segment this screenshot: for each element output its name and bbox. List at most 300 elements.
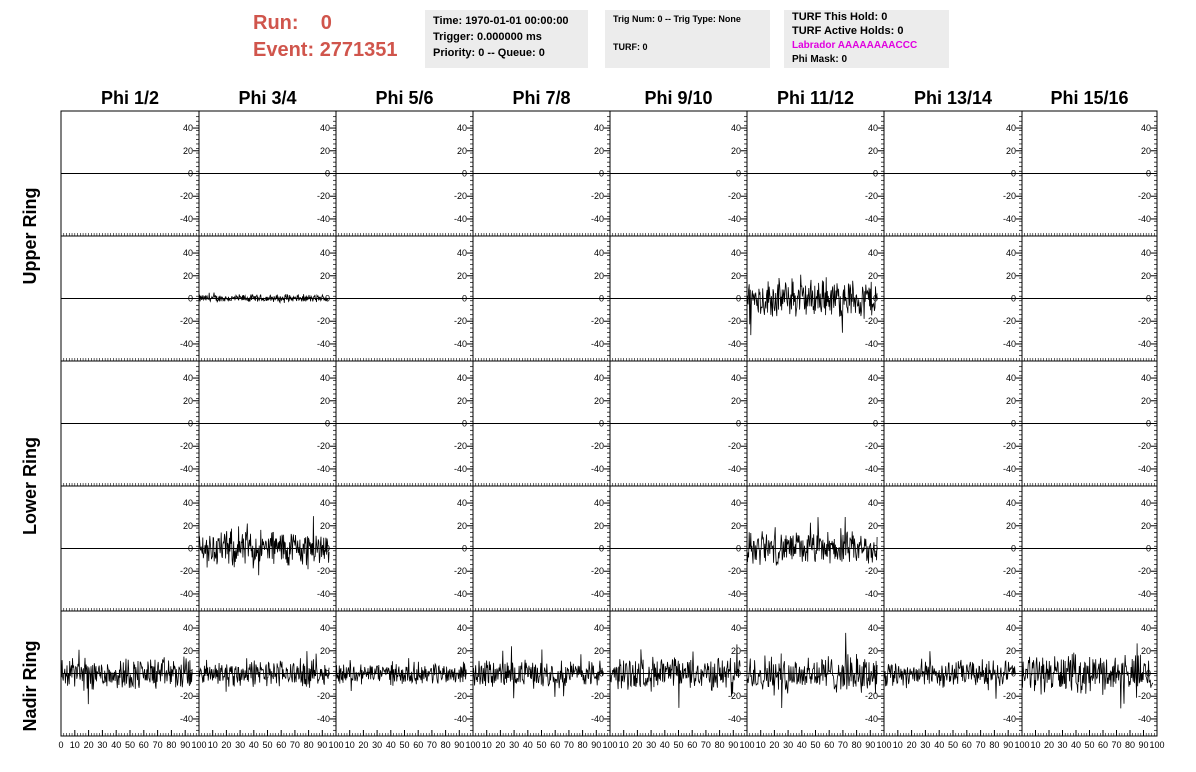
- x-tick-label: 10: [1030, 740, 1041, 750]
- column-header-3: Phi 5/6: [375, 88, 434, 108]
- column-header-4: Phi 7/8: [512, 88, 571, 108]
- x-tick-label: 90: [454, 740, 465, 750]
- x-tick-label: 30: [1057, 740, 1068, 750]
- y-tick-label: -20: [316, 441, 330, 452]
- y-tick-label: -20: [316, 316, 330, 327]
- y-tick-label: 40: [319, 248, 330, 259]
- waveform-trace: [747, 275, 877, 335]
- x-tick-label: 100: [739, 740, 755, 750]
- y-tick-label: 20: [319, 145, 330, 156]
- y-tick-label: 20: [1140, 145, 1151, 156]
- y-tick-label: 40: [867, 498, 878, 509]
- y-tick-label: -40: [316, 463, 330, 474]
- y-tick-label: -20: [727, 316, 741, 327]
- y-tick-label: -40: [453, 588, 467, 599]
- y-tick-label: 40: [456, 248, 467, 259]
- y-tick-label: -20: [590, 316, 604, 327]
- y-tick-label: 20: [1140, 520, 1151, 531]
- y-tick-label: -20: [179, 566, 193, 577]
- y-tick-label: 20: [867, 520, 878, 531]
- y-tick-label: -20: [1137, 191, 1151, 202]
- ring-label-1: Upper Ring: [20, 187, 40, 285]
- y-tick-label: -20: [316, 191, 330, 202]
- y-tick-label: 40: [1140, 248, 1151, 259]
- x-tick-label: 50: [810, 740, 821, 750]
- y-tick-label: 20: [1140, 645, 1151, 656]
- x-tick-label: 20: [632, 740, 643, 750]
- y-tick-label: 0: [461, 293, 467, 304]
- y-tick-label: -20: [864, 441, 878, 452]
- y-tick-label: 20: [182, 145, 193, 156]
- y-tick-label: 40: [730, 248, 741, 259]
- x-tick-label: 10: [755, 740, 766, 750]
- y-tick-label: 20: [1005, 145, 1016, 156]
- x-tick-label: 30: [783, 740, 794, 750]
- y-tick-label: 40: [319, 373, 330, 384]
- x-tick-label: 40: [796, 740, 807, 750]
- y-tick-label: 0: [461, 668, 467, 679]
- y-tick-label: 20: [319, 520, 330, 531]
- y-tick-label: 40: [182, 498, 193, 509]
- y-tick-label: -40: [316, 338, 330, 349]
- y-tick-label: -40: [864, 713, 878, 724]
- x-tick-label: 80: [577, 740, 588, 750]
- y-tick-label: -40: [1137, 213, 1151, 224]
- y-tick-label: 20: [1005, 395, 1016, 406]
- y-tick-label: 0: [1010, 543, 1016, 554]
- waveform-trace: [61, 650, 192, 704]
- y-tick-label: 40: [1005, 623, 1016, 634]
- x-tick-label: 40: [111, 740, 122, 750]
- y-tick-label: 20: [730, 270, 741, 281]
- y-tick-label: -40: [179, 713, 193, 724]
- y-tick-label: -40: [590, 588, 604, 599]
- y-tick-label: 40: [730, 123, 741, 134]
- x-tick-label: 100: [191, 740, 207, 750]
- y-tick-label: 20: [456, 270, 467, 281]
- x-tick-label: 0: [58, 740, 64, 750]
- y-tick-label: 40: [319, 623, 330, 634]
- y-tick-label: -40: [590, 463, 604, 474]
- y-tick-label: -20: [864, 191, 878, 202]
- y-tick-label: 0: [324, 668, 330, 679]
- x-tick-label: 80: [303, 740, 314, 750]
- y-tick-label: 40: [593, 623, 604, 634]
- x-tick-label: 90: [728, 740, 739, 750]
- x-tick-label: 60: [1097, 740, 1109, 750]
- y-tick-label: 20: [867, 145, 878, 156]
- y-tick-label: -40: [590, 713, 604, 724]
- y-tick-label: 0: [872, 293, 878, 304]
- y-tick-label: 20: [730, 520, 741, 531]
- y-tick-label: -20: [864, 691, 878, 702]
- waveform-trace: [336, 658, 466, 691]
- x-tick-label: 50: [536, 740, 547, 750]
- y-tick-label: 40: [1005, 498, 1016, 509]
- waveform-trace: [199, 516, 329, 575]
- x-tick-label: 10: [892, 740, 903, 750]
- y-tick-label: 40: [867, 248, 878, 259]
- x-tick-label: 90: [1138, 740, 1149, 750]
- y-tick-label: 20: [1005, 270, 1016, 281]
- y-tick-label: 20: [867, 395, 878, 406]
- y-tick-label: 40: [182, 623, 193, 634]
- y-tick-label: 40: [319, 498, 330, 509]
- y-tick-label: 40: [1140, 373, 1151, 384]
- x-tick-label: 60: [413, 740, 424, 750]
- x-tick-label: 80: [440, 740, 451, 750]
- y-tick-label: 40: [867, 373, 878, 384]
- y-tick-label: -20: [179, 191, 193, 202]
- x-tick-label: 90: [591, 740, 602, 750]
- y-tick-label: 20: [182, 270, 193, 281]
- y-tick-label: -20: [727, 566, 741, 577]
- x-tick-label: 100: [465, 740, 481, 750]
- y-tick-label: 0: [187, 168, 193, 179]
- y-tick-label: -40: [453, 463, 467, 474]
- turf-active-holds-text: TURF Active Holds: 0: [792, 25, 904, 37]
- x-tick-label: 80: [1124, 740, 1136, 750]
- y-tick-label: -20: [316, 691, 330, 702]
- waveform-trace: [199, 651, 329, 692]
- y-tick-label: 20: [593, 270, 604, 281]
- y-tick-label: -40: [179, 463, 193, 474]
- y-tick-label: -20: [453, 691, 467, 702]
- x-tick-label: 40: [522, 740, 533, 750]
- x-tick-label: 10: [207, 740, 218, 750]
- y-tick-label: 20: [730, 645, 741, 656]
- y-tick-label: -20: [1137, 441, 1151, 452]
- y-tick-label: -20: [590, 441, 604, 452]
- y-tick-label: 0: [872, 543, 878, 554]
- y-tick-label: 40: [1140, 123, 1151, 134]
- y-tick-label: -20: [864, 566, 878, 577]
- y-tick-label: 20: [319, 270, 330, 281]
- y-tick-label: -40: [1137, 713, 1151, 724]
- x-tick-label: 60: [276, 740, 287, 750]
- x-tick-label: 60: [824, 740, 835, 750]
- y-tick-label: -40: [864, 213, 878, 224]
- y-tick-label: -40: [453, 713, 467, 724]
- x-tick-label: 80: [989, 740, 1000, 750]
- x-tick-label: 50: [947, 740, 959, 750]
- y-tick-label: 0: [735, 168, 741, 179]
- x-tick-label: 30: [372, 740, 383, 750]
- y-tick-label: 40: [730, 623, 741, 634]
- x-tick-label: 20: [358, 740, 369, 750]
- x-tick-label: 40: [1070, 740, 1082, 750]
- x-tick-label: 80: [714, 740, 725, 750]
- y-tick-label: 0: [1010, 668, 1016, 679]
- y-tick-label: -40: [864, 338, 878, 349]
- y-tick-label: 0: [1145, 418, 1151, 429]
- column-header-5: Phi 9/10: [644, 88, 713, 108]
- y-tick-label: 20: [182, 645, 193, 656]
- y-tick-label: -20: [590, 691, 604, 702]
- x-tick-label: 50: [262, 740, 273, 750]
- y-tick-label: 20: [867, 270, 878, 281]
- y-tick-label: 0: [598, 668, 604, 679]
- y-tick-label: 40: [593, 123, 604, 134]
- y-tick-label: 20: [730, 145, 741, 156]
- y-tick-label: 0: [1145, 168, 1151, 179]
- y-tick-label: -40: [1002, 338, 1016, 349]
- x-tick-label: 10: [618, 740, 629, 750]
- y-tick-label: -20: [590, 566, 604, 577]
- y-tick-label: 40: [1140, 498, 1151, 509]
- y-tick-label: -40: [590, 338, 604, 349]
- y-tick-label: 20: [1140, 395, 1151, 406]
- x-tick-label: 70: [700, 740, 711, 750]
- x-tick-label: 20: [769, 740, 780, 750]
- x-tick-label: 40: [934, 740, 945, 750]
- x-tick-label: 90: [865, 740, 876, 750]
- y-tick-label: 0: [598, 168, 604, 179]
- y-tick-label: -20: [316, 566, 330, 577]
- y-tick-label: 0: [735, 668, 741, 679]
- column-header-1: Phi 1/2: [100, 88, 160, 108]
- y-tick-label: 40: [182, 123, 193, 134]
- y-tick-label: -20: [179, 441, 193, 452]
- y-tick-label: 20: [730, 395, 741, 406]
- trigger-text: Trigger: 0.000000 ms: [433, 31, 542, 43]
- y-tick-label: 0: [324, 418, 330, 429]
- event-value: 2771351: [319, 39, 398, 61]
- x-tick-label: 90: [180, 740, 191, 750]
- y-tick-label: 0: [461, 418, 467, 429]
- phi-mask-text: Phi Mask: 0: [792, 54, 848, 65]
- waveform-trace: [747, 633, 877, 708]
- x-tick-label: 40: [659, 740, 670, 750]
- y-tick-label: -40: [1137, 338, 1151, 349]
- y-tick-label: 20: [319, 395, 330, 406]
- y-tick-label: 40: [456, 123, 467, 134]
- x-tick-label: 70: [975, 740, 986, 750]
- column-header-8: Phi 15/16: [1050, 88, 1129, 108]
- y-tick-label: -20: [727, 691, 741, 702]
- column-header-2: Phi 3/4: [238, 88, 297, 108]
- x-tick-label: 90: [1003, 740, 1014, 750]
- y-tick-label: -20: [453, 441, 467, 452]
- y-tick-label: -40: [864, 463, 878, 474]
- y-tick-label: 0: [1010, 293, 1016, 304]
- y-tick-label: 0: [324, 293, 330, 304]
- y-tick-label: -40: [1002, 213, 1016, 224]
- y-tick-label: 0: [187, 293, 193, 304]
- y-tick-label: -20: [1002, 566, 1016, 577]
- y-tick-label: -40: [453, 213, 467, 224]
- y-tick-label: 40: [456, 498, 467, 509]
- y-tick-label: 0: [1010, 168, 1016, 179]
- y-tick-label: 0: [461, 543, 467, 554]
- y-tick-label: 0: [735, 543, 741, 554]
- y-tick-label: 0: [1145, 543, 1151, 554]
- y-tick-label: 0: [461, 168, 467, 179]
- turf-this-hold-text: TURF This Hold: 0: [792, 11, 888, 23]
- x-tick-label: 20: [83, 740, 94, 750]
- x-tick-label: 70: [837, 740, 848, 750]
- y-tick-label: 0: [324, 168, 330, 179]
- y-tick-label: 40: [456, 373, 467, 384]
- y-tick-label: 20: [456, 645, 467, 656]
- x-tick-label: 50: [124, 740, 136, 750]
- y-tick-label: -40: [727, 338, 741, 349]
- x-tick-label: 20: [1043, 740, 1055, 750]
- waveform-trace: [199, 293, 328, 303]
- y-tick-label: 40: [730, 498, 741, 509]
- y-tick-label: -20: [590, 191, 604, 202]
- x-tick-label: 10: [481, 740, 492, 750]
- y-tick-label: -40: [1002, 463, 1016, 474]
- x-tick-label: 50: [1084, 740, 1095, 750]
- y-tick-label: 20: [1140, 270, 1151, 281]
- x-tick-label: 70: [563, 740, 574, 750]
- y-tick-label: -40: [316, 213, 330, 224]
- x-tick-label: 100: [1014, 740, 1030, 750]
- x-tick-label: 100: [602, 740, 618, 750]
- y-tick-label: 40: [730, 373, 741, 384]
- x-tick-label: 50: [399, 740, 410, 750]
- y-tick-label: 20: [867, 645, 878, 656]
- y-tick-label: 40: [593, 373, 604, 384]
- y-tick-label: -40: [453, 338, 467, 349]
- event-label: Event:: [253, 39, 315, 61]
- y-tick-label: 0: [872, 168, 878, 179]
- x-tick-label: 30: [920, 740, 931, 750]
- x-tick-label: 60: [138, 740, 149, 750]
- y-tick-label: 40: [867, 123, 878, 134]
- y-tick-label: -20: [1137, 566, 1151, 577]
- y-tick-label: -20: [1002, 316, 1016, 327]
- priority-text: Priority: 0 -- Queue: 0: [433, 47, 545, 59]
- y-tick-label: 40: [867, 623, 878, 634]
- y-tick-label: 20: [456, 395, 467, 406]
- y-tick-label: 0: [1010, 418, 1016, 429]
- y-tick-label: -40: [590, 213, 604, 224]
- x-tick-label: 90: [317, 740, 328, 750]
- y-tick-label: -20: [727, 441, 741, 452]
- y-tick-label: -40: [179, 338, 193, 349]
- y-tick-label: -40: [179, 213, 193, 224]
- y-tick-label: -40: [727, 713, 741, 724]
- y-tick-label: -40: [727, 463, 741, 474]
- y-tick-label: 0: [598, 418, 604, 429]
- y-tick-label: 20: [593, 145, 604, 156]
- y-tick-label: -40: [1137, 588, 1151, 599]
- y-tick-label: -40: [727, 213, 741, 224]
- y-tick-label: -20: [727, 191, 741, 202]
- y-tick-label: -20: [1137, 691, 1151, 702]
- y-tick-label: -40: [727, 588, 741, 599]
- y-tick-label: -20: [453, 316, 467, 327]
- y-tick-label: 0: [598, 293, 604, 304]
- column-header-6: Phi 11/12: [776, 88, 855, 108]
- x-tick-label: 70: [152, 740, 163, 750]
- y-tick-label: 20: [593, 520, 604, 531]
- y-tick-label: -40: [179, 588, 193, 599]
- y-tick-label: 20: [456, 145, 467, 156]
- y-tick-label: -20: [1137, 316, 1151, 327]
- y-tick-label: -40: [1002, 713, 1016, 724]
- x-tick-label: 30: [509, 740, 520, 750]
- labrador-text: Labrador AAAAAAAACCC: [792, 40, 918, 51]
- y-tick-label: 0: [872, 668, 878, 679]
- y-tick-label: 20: [182, 520, 193, 531]
- turf-text: TURF: 0: [613, 42, 648, 52]
- y-tick-label: -20: [1002, 691, 1016, 702]
- x-tick-label: 10: [344, 740, 355, 750]
- x-tick-label: 80: [166, 740, 177, 750]
- y-tick-label: -20: [179, 316, 193, 327]
- y-tick-label: 40: [1005, 123, 1016, 134]
- waveform-trace: [747, 517, 877, 566]
- y-tick-label: 40: [1005, 248, 1016, 259]
- y-tick-label: 40: [319, 123, 330, 134]
- y-tick-label: 40: [1005, 373, 1016, 384]
- y-tick-label: -40: [316, 713, 330, 724]
- x-tick-label: 100: [876, 740, 892, 750]
- y-tick-label: -20: [864, 316, 878, 327]
- waveform-trace: [473, 646, 603, 698]
- y-tick-label: 0: [598, 543, 604, 554]
- x-tick-label: 10: [69, 740, 80, 750]
- y-tick-label: 40: [593, 248, 604, 259]
- y-tick-label: 0: [187, 543, 193, 554]
- y-tick-label: 0: [187, 668, 193, 679]
- y-tick-label: 40: [593, 498, 604, 509]
- x-tick-label: 20: [221, 740, 232, 750]
- x-tick-label: 30: [646, 740, 657, 750]
- y-tick-label: 0: [735, 293, 741, 304]
- x-tick-label: 30: [97, 740, 108, 750]
- y-tick-label: 0: [324, 543, 330, 554]
- time-text: Time: 1970-01-01 00:00:00: [433, 15, 569, 27]
- y-tick-label: 40: [456, 623, 467, 634]
- ring-label-3: Nadir Ring: [20, 640, 40, 732]
- y-tick-label: 20: [319, 645, 330, 656]
- y-tick-label: 20: [1005, 520, 1016, 531]
- run-label: Run:: [253, 12, 299, 34]
- x-tick-label: 80: [851, 740, 862, 750]
- y-tick-label: 20: [1005, 645, 1016, 656]
- x-tick-label: 70: [1111, 740, 1122, 750]
- y-tick-label: 20: [593, 645, 604, 656]
- x-tick-label: 100: [328, 740, 344, 750]
- x-tick-label: 20: [906, 740, 917, 750]
- y-tick-label: 0: [735, 418, 741, 429]
- x-tick-label: 100: [1149, 740, 1165, 750]
- waveform-trace: [610, 644, 740, 708]
- y-tick-label: -40: [316, 588, 330, 599]
- column-header-7: Phi 13/14: [913, 88, 993, 108]
- y-tick-label: 20: [456, 520, 467, 531]
- y-tick-label: -40: [864, 588, 878, 599]
- x-tick-label: 40: [248, 740, 259, 750]
- x-tick-label: 20: [495, 740, 506, 750]
- run-value: 0: [320, 12, 332, 34]
- y-tick-label: 0: [1145, 293, 1151, 304]
- y-tick-label: 20: [593, 395, 604, 406]
- waveform-trace: [1022, 643, 1153, 708]
- x-tick-label: 40: [385, 740, 396, 750]
- y-tick-label: -40: [1002, 588, 1016, 599]
- y-tick-label: -20: [453, 566, 467, 577]
- y-tick-label: 20: [182, 395, 193, 406]
- x-tick-label: 60: [687, 740, 698, 750]
- x-tick-label: 30: [235, 740, 246, 750]
- y-tick-label: -20: [179, 691, 193, 702]
- y-tick-label: -20: [453, 191, 467, 202]
